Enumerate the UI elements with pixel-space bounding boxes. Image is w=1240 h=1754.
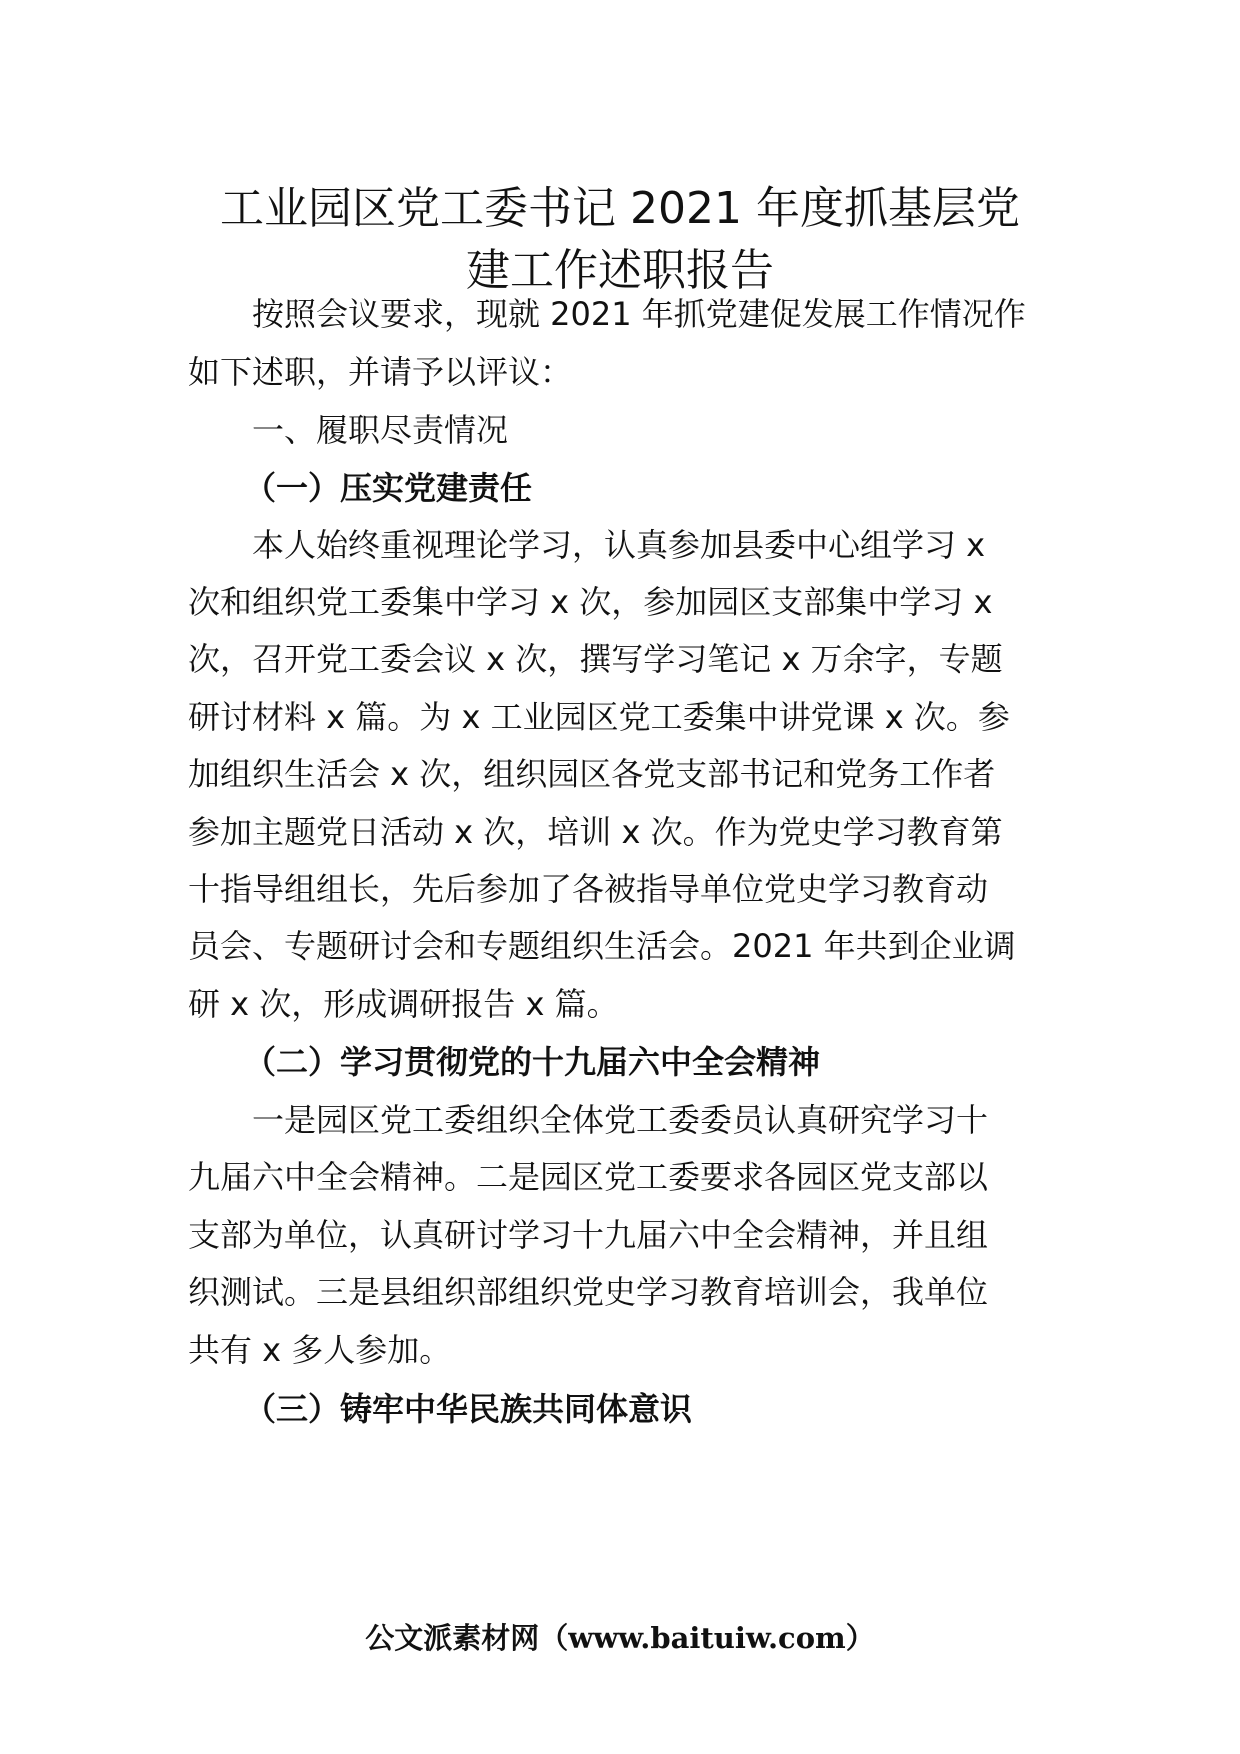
subsection-2-line: 九届六中全会精神。二是园区党工委要求各园区党支部以 (188, 1158, 989, 1196)
subsection-1-line: 研讨材料 x 篇。为 x 工业园区党工委集中讲党课 x 次。参 (188, 698, 1010, 736)
subsection-2-heading: （二）学习贯彻党的十九届六中全会精神 (244, 1043, 821, 1081)
subsection-2-line: 织测试。三是县组织部组织党史学习教育培训会，我单位 (188, 1273, 989, 1311)
subsection-1-line: 本人始终重视理论学习，认真参加县委中心组学习 x (252, 526, 986, 564)
section-1-heading: 一、履职尽责情况 (252, 411, 509, 449)
intro-line-1: 按照会议要求，现就 2021 年抓党建促发展工作情况作 (252, 295, 1026, 333)
document-title-line-2: 建工作述职报告 (466, 245, 774, 296)
subsection-2-line: 支部为单位，认真研讨学习十九届六中全会精神，并且组 (188, 1216, 989, 1254)
subsection-1-line: 次和组织党工委集中学习 x 次，参加园区支部集中学习 x (188, 583, 993, 621)
subsection-3-heading: （三）铸牢中华民族共同体意识 (244, 1390, 693, 1428)
subsection-1-line: 加组织生活会 x 次，组织园区各党支部书记和党务工作者 (188, 755, 996, 793)
subsection-1-line: 次，召开党工委会议 x 次，撰写学习笔记 x 万余字，专题 (188, 640, 1003, 678)
intro-line-2: 如下述职，并请予以评议： (188, 353, 573, 391)
subsection-2-line: 一是园区党工委组织全体党工委委员认真研究学习十 (252, 1101, 989, 1139)
subsection-1-heading: （一）压实党建责任 (244, 469, 533, 507)
subsection-1-line: 研 x 次，形成调研报告 x 篇。 (188, 985, 619, 1023)
subsection-2-line: 共有 x 多人参加。 (188, 1331, 452, 1369)
subsection-1-line: 参加主题党日活动 x 次，培训 x 次。作为党史学习教育第 (188, 813, 1003, 851)
document-title-line-1: 工业园区党工委书记 2021 年度抓基层党 (220, 183, 1020, 234)
subsection-1-line: 十指导组组长，先后参加了各被指导单位党史学习教育动 (188, 870, 989, 908)
subsection-1-line: 员会、专题研讨会和专题组织生活会。2021 年共到企业调 (188, 927, 1016, 965)
footer-watermark: 公文派素材网（www.baituiw.com） (365, 1621, 875, 1655)
